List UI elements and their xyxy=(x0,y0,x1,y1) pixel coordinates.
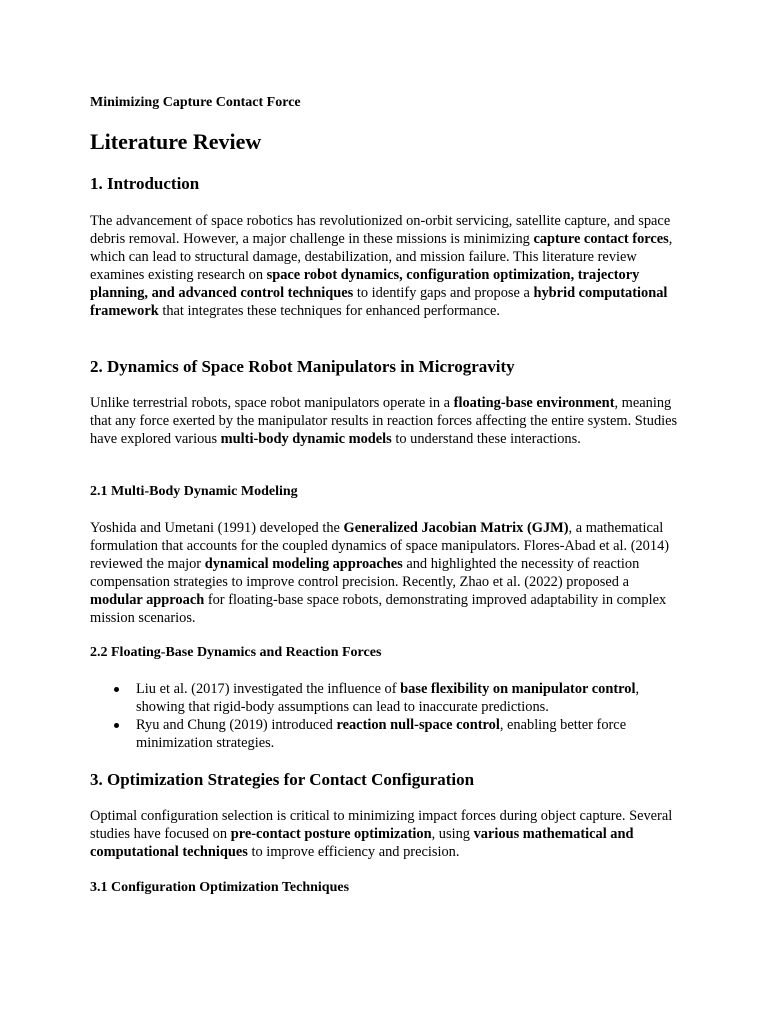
list-item: Liu et al. (2017) investigated the influence of base flexibility on manipulator control, showing that rigid-body assumptions can lead to inaccurate predictions. xyxy=(90,680,680,716)
floating-base-bullet-list xyxy=(90,680,680,752)
subsection-heading-multi-body: 2.1 Multi-Body Dynamic Modeling xyxy=(90,484,298,499)
section-heading-optimization: 3. Optimization Strategies for Contact Configuration xyxy=(90,770,475,789)
section-heading-dynamics: 2. Dynamics of Space Robot Manipulators in Microgravity xyxy=(90,357,515,376)
page-heading: Literature Review xyxy=(90,129,262,154)
optimization-paragraph: Optimal configuration selection is critical to minimizing impact forces during object capture. Several studies have focused on pre-contact posture optimization, using various mathematical and computational techniques to improve efficiency and precision. xyxy=(90,808,673,860)
bullet-icon xyxy=(114,687,119,692)
multi-body-paragraph: Yoshida and Umetani (1991) developed the Generalized Jacobian Matrix (GJM), a mathematical formulation that accounts for the coupled dynamics of space manipulators. Flores-Abad et al. (2014) reviewed the major dynamical modeling approaches and highlighted the necessity of reaction compensation strategies to improve control precision. Recently, Zhao et al. (2022) proposed a modular approach for floating-base space robots, demonstrating improved adaptability in complex mission scenarios. xyxy=(90,520,670,626)
section-heading-introduction: 1. Introduction xyxy=(90,174,200,193)
intro-paragraph: The advancement of space robotics has revolutionized on-orbit servicing, satellite capture, and space debris removal. However, a major challenge in these missions is minimizing capture contact forces, which can lead to structural damage, destabilization, and mission failure. This literature review examines existing research on space robot dynamics, configuration optimization, trajectory planning, and advanced control techniques to identify gaps and propose a hybrid computational framework that integrates these techniques for enhanced performance. xyxy=(90,213,673,319)
document-title: Minimizing Capture Contact Force xyxy=(90,95,301,110)
list-item: Ryu and Chung (2019) introduced reaction null-space control, enabling better force minimization strategies. xyxy=(90,716,680,752)
subsection-heading-configuration-techniques: 3.1 Configuration Optimization Techniques xyxy=(90,880,350,895)
subsection-heading-floating-base: 2.2 Floating-Base Dynamics and Reaction Forces xyxy=(90,645,382,660)
dynamics-paragraph: Unlike terrestrial robots, space robot manipulators operate in a floating-base environment, meaning that any force exerted by the manipulator results in reaction forces affecting the entire system. Studies have explored various multi-body dynamic models to understand these interactions. xyxy=(90,395,678,447)
bullet-icon xyxy=(114,723,119,728)
